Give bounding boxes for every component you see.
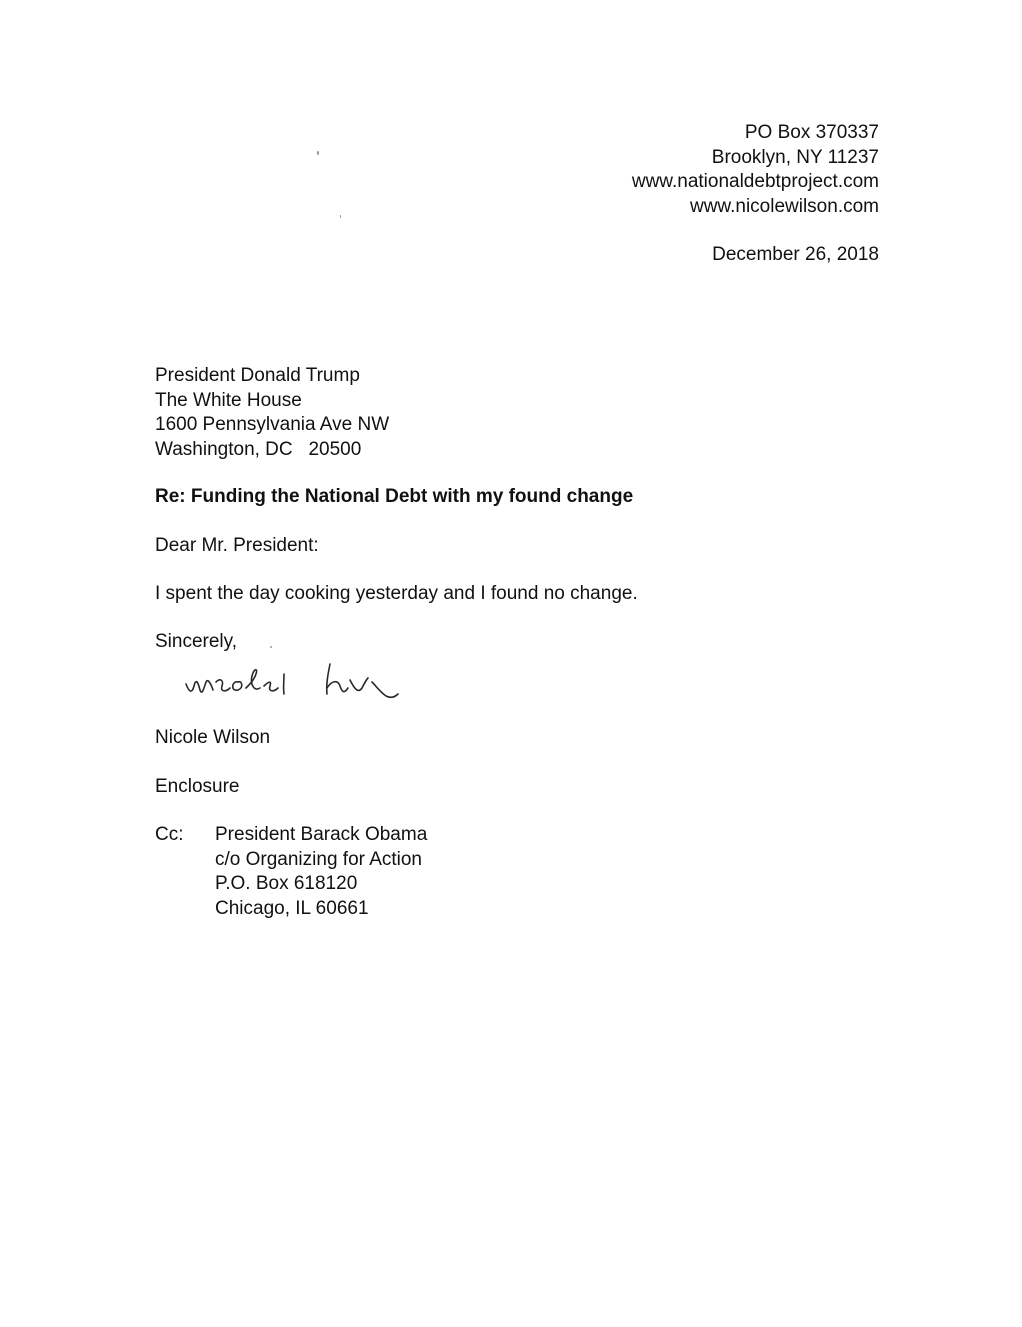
scan-speck: [317, 151, 319, 155]
handwritten-signature: [180, 648, 420, 710]
cc-care-of: c/o Organizing for Action: [215, 848, 422, 870]
signer-name: Nicole Wilson: [155, 727, 271, 748]
recipient-address: [155, 364, 389, 462]
recipient-city-state-zip: Washington, DC 20500: [155, 438, 362, 460]
salutation: Dear Mr. President:: [155, 535, 319, 556]
recipient-organization: The White House: [155, 389, 302, 411]
sender-po-box: PO Box 370337: [744, 122, 879, 143]
cc-po-box: P.O. Box 618120: [215, 873, 358, 894]
cc-name: President Barack Obama: [215, 824, 428, 845]
enclosure-note: Enclosure: [155, 776, 240, 797]
sender-website-2: www.nicolewilson.com: [689, 195, 879, 217]
sender-address: [632, 121, 879, 219]
cc-city-state-zip: Chicago, IL 60661: [215, 897, 369, 919]
closing: Sincerely,: [155, 631, 238, 652]
letter-body: I spent the day cooking yesterday and I found no change.: [155, 583, 638, 604]
recipient-name: President Donald Trump: [155, 365, 360, 386]
cc-label: Cc:: [155, 824, 184, 845]
sender-website-1: www.nationaldebtproject.com: [631, 171, 879, 192]
sender-city-state-zip: Brooklyn, NY 11237: [711, 146, 879, 168]
subject-line: Re: Funding the National Debt with my found change: [155, 486, 634, 507]
scan-speck: [340, 215, 341, 218]
recipient-street: 1600 Pennsylvania Ave NW: [155, 414, 390, 435]
cc-address: [215, 823, 427, 921]
letter-date: December 26, 2018: [712, 244, 879, 265]
